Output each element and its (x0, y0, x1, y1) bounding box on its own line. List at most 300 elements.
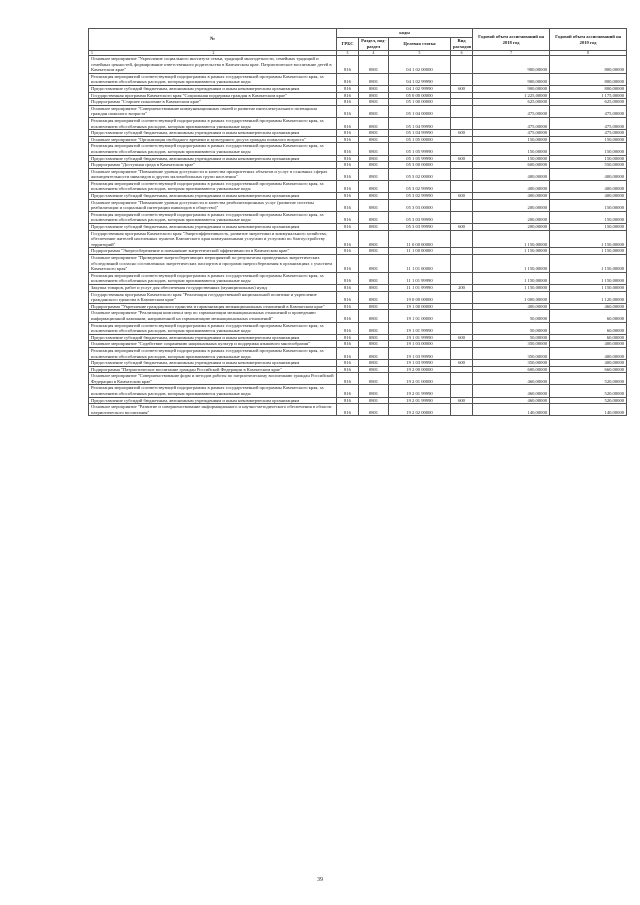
row-vr (451, 99, 473, 106)
row-grbs: 816 (337, 73, 359, 85)
row-csr: 05 3 02 00000 (389, 168, 451, 180)
row-csr: 05 1 05 99990 (389, 155, 451, 162)
row-csr: 05 3 02 99990 (389, 180, 451, 192)
row-csr: 19 1 01 99990 (389, 334, 451, 341)
row-amount-2018: 1 000,00000 (473, 291, 550, 303)
header-year-2019: Годовой объем ассигнований на 2019 год (550, 29, 627, 51)
row-grbs: 816 (337, 162, 359, 169)
row-razdel: 0801 (359, 92, 389, 99)
row-amount-2018: 900,00000 (473, 56, 550, 74)
table-row (89, 193, 627, 200)
row-grbs: 816 (337, 136, 359, 143)
table-row (89, 92, 627, 99)
row-vr: 600 (451, 130, 473, 137)
row-name: Предоставление субсидий бюджетным, автономным учреждениям и иным некоммерческим организациям (89, 193, 337, 200)
row-vr (451, 211, 473, 223)
table-row (89, 56, 627, 74)
row-vr: 600 (451, 155, 473, 162)
row-csr: 05 3 00 00000 (389, 162, 451, 169)
table-row (89, 347, 627, 359)
row-grbs: 816 (337, 404, 359, 416)
table-row (89, 224, 627, 231)
row-csr: 05 1 00 00000 (389, 99, 451, 106)
row-vr (451, 291, 473, 303)
row-amount-2019: 1 175,00000 (550, 92, 627, 99)
row-csr: 19 1 03 99990 (389, 360, 451, 367)
row-razdel: 0801 (359, 143, 389, 155)
row-razdel: 0801 (359, 272, 389, 284)
row-vr (451, 180, 473, 192)
column-number-cell: 5 (389, 51, 451, 56)
row-amount-2018: 200,00000 (473, 211, 550, 223)
row-razdel: 0801 (359, 117, 389, 129)
row-amount-2018: 1 150,00000 (473, 255, 550, 273)
document-page (88, 28, 626, 416)
row-amount-2019: 140,00000 (550, 404, 627, 416)
row-amount-2018: 475,00000 (473, 130, 550, 137)
row-vr (451, 168, 473, 180)
row-name: Основное мероприятие "Развитие и совершенствование информационного и научно-методического обеспечения в области патриотического воспитания" (89, 404, 337, 416)
row-name: Подпрограмма "Укрепление гражданского единства и гармонизация межнациональных отношений в Камчатском крае" (89, 303, 337, 310)
row-name: Реализация мероприятий соответствующей подпрограммы в рамках государственной программы Камчатского края, за исключением обособленных расходов, которым присваиваются уникальные коды (89, 347, 337, 359)
row-grbs: 816 (337, 105, 359, 117)
row-grbs: 816 (337, 373, 359, 385)
row-amount-2019: 520,00000 (550, 397, 627, 404)
table-row (89, 99, 627, 106)
row-name: Основное мероприятие "Проведение энергосберегающих мероприятий по результатам проведенных энергетических обследований согласно составленных энергетических паспортов и программ энергосбережения в организациях с участием Камчатского края" (89, 255, 337, 273)
row-amount-2019: 150,00000 (550, 136, 627, 143)
row-csr: 19 1 00 00000 (389, 303, 451, 310)
table-row (89, 404, 627, 416)
row-name: Предоставление субсидий бюджетным, автономным учреждениям и иным некоммерческим организациям (89, 360, 337, 367)
row-amount-2018: 150,00000 (473, 155, 550, 162)
row-vr (451, 136, 473, 143)
row-name: Реализация мероприятий соответствующей подпрограммы в рамках государственной программы Камчатского края, за исключением обособленных расходов, которым присваиваются уникальные коды (89, 117, 337, 129)
row-name: Основное мероприятие "Содействие сохранению национальных культур и поддержка языкового многообразия" (89, 341, 337, 348)
row-vr (451, 373, 473, 385)
row-amount-2018: 350,00000 (473, 341, 550, 348)
row-amount-2019: 800,00000 (550, 56, 627, 74)
row-csr: 19 1 01 00000 (389, 310, 451, 322)
row-name: Подпрограмма "Старшее поколение в Камчатском крае" (89, 99, 337, 106)
row-vr: 600 (451, 85, 473, 92)
row-vr (451, 303, 473, 310)
row-csr: 11 1 01 99990 (389, 284, 451, 291)
table-row (89, 366, 627, 373)
row-razdel: 0801 (359, 310, 389, 322)
header-vr: Вид расходов (451, 38, 473, 51)
row-vr (451, 404, 473, 416)
row-vr (451, 248, 473, 255)
row-amount-2019: 1 150,00000 (550, 230, 627, 248)
row-amount-2019: 60,00000 (550, 334, 627, 341)
column-number-cell: 4 (359, 51, 389, 56)
row-grbs: 816 (337, 117, 359, 129)
table-row (89, 211, 627, 223)
row-razdel: 0801 (359, 347, 389, 359)
row-amount-2019: 520,00000 (550, 373, 627, 385)
row-amount-2018: 200,00000 (473, 199, 550, 211)
column-number-cell: 7 (473, 51, 550, 56)
table-row (89, 385, 627, 397)
row-name: Реализация мероприятий соответствующей подпрограммы в рамках государственной программы Камчатского края, за исключением обособленных расходов, которым присваиваются уникальные коды (89, 385, 337, 397)
table-row (89, 322, 627, 334)
row-grbs: 816 (337, 155, 359, 162)
row-amount-2019: 660,00000 (550, 366, 627, 373)
row-csr: 19 2 02 00000 (389, 404, 451, 416)
table-row (89, 85, 627, 92)
row-name: Предоставление субсидий бюджетным, автономным учреждениям и иным некоммерческим организациям (89, 155, 337, 162)
table-row (89, 162, 627, 169)
row-grbs: 816 (337, 310, 359, 322)
row-csr: 19 1 03 99990 (389, 347, 451, 359)
row-grbs: 816 (337, 322, 359, 334)
row-name: Основное мероприятие "Совершенствование форм и методов работы по патриотическому воспитанию граждан Российской Федерации в Камчатском крае" (89, 373, 337, 385)
table-row (89, 199, 627, 211)
row-grbs: 816 (337, 199, 359, 211)
header-year-2018: Годовой объем ассигнований на 2018 год (473, 29, 550, 51)
row-razdel: 0801 (359, 360, 389, 367)
row-name: Реализация мероприятий соответствующей подпрограммы в рамках государственной программы Камчатского края, за исключением обособленных расходов, которым присваиваются уникальные коды (89, 211, 337, 223)
row-vr: 600 (451, 334, 473, 341)
row-razdel: 0801 (359, 373, 389, 385)
row-amount-2019: 475,00000 (550, 105, 627, 117)
row-grbs: 816 (337, 56, 359, 74)
row-csr: 19 1 01 99990 (389, 322, 451, 334)
row-grbs: 816 (337, 85, 359, 92)
row-amount-2018: 350,00000 (473, 347, 550, 359)
row-amount-2018: 1 150,00000 (473, 272, 550, 284)
row-razdel: 0801 (359, 255, 389, 273)
row-razdel: 0801 (359, 230, 389, 248)
row-csr: 19 2 01 99990 (389, 397, 451, 404)
row-csr: 11 1 01 00000 (389, 255, 451, 273)
row-vr (451, 322, 473, 334)
row-name: Основное мероприятие "Повышение уровня доступности и качества реабилитационных услуг (развитие системы реабилитации и социальной интеграции инвалидов в общество)" (89, 199, 337, 211)
row-amount-2019: 475,00000 (550, 117, 627, 129)
row-amount-2018: 400,00000 (473, 180, 550, 192)
row-amount-2019: 400,00000 (550, 168, 627, 180)
row-razdel: 0801 (359, 284, 389, 291)
row-amount-2018: 400,00000 (473, 193, 550, 200)
row-vr (451, 272, 473, 284)
row-name: Подпрограмма "Патриотическое воспитание граждан Российской Федерации в Камчатском крае" (89, 366, 337, 373)
row-razdel: 0801 (359, 56, 389, 74)
row-grbs: 816 (337, 360, 359, 367)
row-amount-2019: 400,00000 (550, 347, 627, 359)
row-amount-2019: 475,00000 (550, 130, 627, 137)
row-razdel: 0801 (359, 130, 389, 137)
row-grbs: 816 (337, 143, 359, 155)
table-row (89, 143, 627, 155)
row-name: Основное мероприятие "Укрепление социального института семьи, традиций многодетности, семейных традиций и семейных ценностей, формирование ответственного родительства в Камчатском крае. Патриотическое воспитание детей в Камчатском крае" (89, 56, 337, 74)
row-vr (451, 385, 473, 397)
row-amount-2018: 600,00000 (473, 366, 550, 373)
row-name: Закупка товаров, работ и услуг для обеспечения государственных (муниципальных) нужд (89, 284, 337, 291)
row-razdel: 0801 (359, 73, 389, 85)
table-row (89, 73, 627, 85)
row-vr (451, 56, 473, 74)
row-vr (451, 341, 473, 348)
row-razdel: 0801 (359, 211, 389, 223)
row-amount-2019: 1 150,00000 (550, 255, 627, 273)
row-vr (451, 105, 473, 117)
row-name: Предоставление субсидий бюджетным, автономным учреждениям и иным некоммерческим организациям (89, 224, 337, 231)
column-number-cell: 8 (550, 51, 627, 56)
row-amount-2019: 150,00000 (550, 211, 627, 223)
table-row (89, 155, 627, 162)
row-vr (451, 310, 473, 322)
row-name: Основное мероприятие "Реализация комплекса мер по гармонизации межнациональных отношений и проведению информационной кампании, направленной на гармонизацию межнациональных отношений" (89, 310, 337, 322)
row-name: Предоставление субсидий бюджетным, автономным учреждениям и иным некоммерческим организациям (89, 334, 337, 341)
table-row (89, 105, 627, 117)
row-amount-2019: 400,00000 (550, 341, 627, 348)
row-name: Предоставление субсидий бюджетным, автономным учреждениям и иным некоммерческим организациям (89, 397, 337, 404)
row-razdel: 0801 (359, 248, 389, 255)
row-razdel: 0801 (359, 322, 389, 334)
row-grbs: 816 (337, 180, 359, 192)
row-amount-2018: 475,00000 (473, 117, 550, 129)
row-amount-2018: 900,00000 (473, 85, 550, 92)
row-amount-2019: 1 150,00000 (550, 272, 627, 284)
row-amount-2019: 520,00000 (550, 385, 627, 397)
row-amount-2019: 60,00000 (550, 310, 627, 322)
row-razdel: 0801 (359, 136, 389, 143)
row-csr: 19 2 00 00000 (389, 366, 451, 373)
row-razdel: 0801 (359, 155, 389, 162)
row-razdel: 0801 (359, 366, 389, 373)
row-grbs: 816 (337, 193, 359, 200)
row-csr: 19 2 01 99990 (389, 385, 451, 397)
table-row (89, 373, 627, 385)
row-csr: 05 1 04 99990 (389, 130, 451, 137)
row-grbs: 816 (337, 291, 359, 303)
table-row (89, 272, 627, 284)
row-vr: 600 (451, 360, 473, 367)
header-codes: коды (337, 29, 473, 38)
row-amount-2018: 460,00000 (473, 397, 550, 404)
row-amount-2019: 1 120,00000 (550, 291, 627, 303)
row-razdel: 0801 (359, 85, 389, 92)
row-amount-2018: 1 150,00000 (473, 284, 550, 291)
row-razdel: 0801 (359, 303, 389, 310)
row-razdel: 0801 (359, 105, 389, 117)
row-vr (451, 347, 473, 359)
row-name: Государственная программа Камчатского края "Реализация государственной национальной политики и укрепление гражданского единства в Камчатском крае" (89, 291, 337, 303)
row-name: Основное мероприятие "Повышение уровня доступности и качества приоритетных объектов и услуг в основных сферах жизнедеятельности инвалидов и других маломобильных групп населения" (89, 168, 337, 180)
column-number-cell: 6 (451, 51, 473, 56)
table-row (89, 341, 627, 348)
row-amount-2018: 50,00000 (473, 322, 550, 334)
row-amount-2019: 150,00000 (550, 155, 627, 162)
row-name: Реализация мероприятий соответствующей подпрограммы в рамках государственной программы Камчатского края, за исключением обособленных расходов, которым присваиваются уникальные коды (89, 73, 337, 85)
column-number: 1 (91, 51, 93, 55)
row-vr (451, 117, 473, 129)
row-amount-2019: 400,00000 (550, 360, 627, 367)
column-number: 2 (212, 51, 215, 55)
row-name: Подпрограмма "Доступная среда в Камчатском крае" (89, 162, 337, 169)
row-razdel: 0801 (359, 385, 389, 397)
row-csr: 04 1 02 99990 (389, 73, 451, 85)
row-csr: 19 2 01 00000 (389, 373, 451, 385)
row-grbs: 816 (337, 168, 359, 180)
row-csr: 05 3 02 99990 (389, 193, 451, 200)
row-name: Государственная программа Камчатского края "Социальная поддержка граждан в Камчатском крае" (89, 92, 337, 99)
row-razdel: 0801 (359, 341, 389, 348)
row-amount-2018: 1 225,00000 (473, 92, 550, 99)
row-vr (451, 73, 473, 85)
row-name: Подпрограмма "Энергосбережение и повышение энергетической эффективности в Камчатском крае" (89, 248, 337, 255)
table-body (89, 56, 627, 416)
row-csr: 05 3 03 99990 (389, 211, 451, 223)
table-row (89, 180, 627, 192)
row-razdel: 0801 (359, 99, 389, 106)
row-csr: 11 0 00 00000 (389, 230, 451, 248)
row-razdel: 0801 (359, 397, 389, 404)
row-vr: 600 (451, 193, 473, 200)
row-vr (451, 366, 473, 373)
row-amount-2019: 550,00000 (550, 162, 627, 169)
row-name: Государственная программа Камчатского края "Энергоэффективность, развитие энергетики и коммунального хозяйства, обеспечение жителей населенных пунктов Камчатского края коммунальными услугами и услугами по благоустройству территорий" (89, 230, 337, 248)
row-razdel: 0801 (359, 193, 389, 200)
row-vr (451, 199, 473, 211)
row-amount-2018: 600,00000 (473, 162, 550, 169)
row-amount-2019: 60,00000 (550, 322, 627, 334)
row-razdel: 0801 (359, 291, 389, 303)
row-razdel: 0801 (359, 180, 389, 192)
row-razdel: 0801 (359, 334, 389, 341)
row-csr: 11 1 01 99990 (389, 272, 451, 284)
row-razdel: 0801 (359, 168, 389, 180)
row-amount-2018: 460,00000 (473, 385, 550, 397)
table-row (89, 248, 627, 255)
row-amount-2018: 1 150,00000 (473, 230, 550, 248)
row-csr: 05 1 04 00000 (389, 105, 451, 117)
header-csr: Целевая статья (389, 38, 451, 51)
row-vr (451, 255, 473, 273)
row-csr: 04 1 02 99990 (389, 85, 451, 92)
row-razdel: 0801 (359, 199, 389, 211)
row-amount-2018: 200,00000 (473, 224, 550, 231)
row-csr: 05 0 00 00000 (389, 92, 451, 99)
row-amount-2019: 150,00000 (550, 199, 627, 211)
row-amount-2019: 400,00000 (550, 193, 627, 200)
row-grbs: 816 (337, 284, 359, 291)
row-amount-2019: 1 150,00000 (550, 284, 627, 291)
row-csr: 05 3 03 99990 (389, 224, 451, 231)
row-csr: 19 0 00 00000 (389, 291, 451, 303)
row-grbs: 816 (337, 130, 359, 137)
row-amount-2018: 400,00000 (473, 303, 550, 310)
row-csr: 05 1 05 00000 (389, 136, 451, 143)
row-name: Реализация мероприятий соответствующей подпрограммы в рамках государственной программы Камчатского края, за исключением обособленных расходов, которым присваиваются уникальные коды (89, 180, 337, 192)
row-grbs: 816 (337, 224, 359, 231)
row-grbs: 816 (337, 385, 359, 397)
row-vr: 600 (451, 224, 473, 231)
row-name: Предоставление субсидий бюджетным, автономным учреждениям и иным некоммерческим организациям (89, 85, 337, 92)
header-razdel: Раздел, под-раздел (359, 38, 389, 51)
row-amount-2019: 150,00000 (550, 143, 627, 155)
table-row (89, 136, 627, 143)
row-name: Реализация мероприятий соответствующей подпрограммы в рамках государственной программы Камчатского края, за исключением обособленных расходов, которым присваиваются уникальные коды (89, 143, 337, 155)
row-csr: 11 1 00 00000 (389, 248, 451, 255)
table-row (89, 334, 627, 341)
row-name: Реализация мероприятий соответствующей подпрограммы в рамках государственной программы Камчатского края, за исключением обособленных расходов, которым присваиваются уникальные коды (89, 272, 337, 284)
table-row (89, 130, 627, 137)
row-grbs: 816 (337, 248, 359, 255)
row-amount-2019: 460,00000 (550, 303, 627, 310)
row-grbs: 816 (337, 341, 359, 348)
row-amount-2018: 140,00000 (473, 404, 550, 416)
row-grbs: 816 (337, 99, 359, 106)
row-grbs: 816 (337, 230, 359, 248)
row-name: Предоставление субсидий бюджетным, автономным учреждениям и иным некоммерческим организациям (89, 130, 337, 137)
row-vr (451, 92, 473, 99)
row-amount-2018: 460,00000 (473, 373, 550, 385)
row-name: Основное мероприятие "Организация свободного времени и культурного досуга граждан пожилого возраста" (89, 136, 337, 143)
row-name: Реализация мероприятий соответствующей подпрограммы в рамках государственной программы Камчатского края, за исключением обособленных расходов, которым присваиваются уникальные коды (89, 322, 337, 334)
row-grbs: 816 (337, 347, 359, 359)
row-amount-2018: 400,00000 (473, 168, 550, 180)
table-row (89, 117, 627, 129)
row-amount-2018: 350,00000 (473, 360, 550, 367)
row-amount-2019: 800,00000 (550, 73, 627, 85)
row-amount-2018: 900,00000 (473, 73, 550, 85)
row-amount-2019: 800,00000 (550, 85, 627, 92)
row-csr: 04 1 02 00000 (389, 56, 451, 74)
row-amount-2018: 50,00000 (473, 310, 550, 322)
table-row (89, 284, 627, 291)
row-vr: 600 (451, 397, 473, 404)
table-row (89, 397, 627, 404)
row-grbs: 816 (337, 366, 359, 373)
row-grbs: 816 (337, 211, 359, 223)
table-row (89, 255, 627, 273)
header-number: № (89, 29, 337, 51)
table-row (89, 291, 627, 303)
row-csr: 05 1 05 99990 (389, 143, 451, 155)
row-grbs: 816 (337, 272, 359, 284)
row-amount-2018: 150,00000 (473, 143, 550, 155)
row-amount-2018: 50,00000 (473, 334, 550, 341)
row-amount-2018: 150,00000 (473, 136, 550, 143)
table-row (89, 303, 627, 310)
table-row (89, 168, 627, 180)
table-row (89, 310, 627, 322)
row-amount-2018: 1 150,00000 (473, 248, 550, 255)
row-amount-2018: 625,00000 (473, 99, 550, 106)
row-amount-2019: 150,00000 (550, 224, 627, 231)
budget-table (88, 28, 627, 416)
row-csr: 05 3 03 00000 (389, 199, 451, 211)
row-vr (451, 162, 473, 169)
row-vr (451, 143, 473, 155)
row-vr (451, 230, 473, 248)
row-vr: 200 (451, 284, 473, 291)
row-amount-2019: 625,00000 (550, 99, 627, 106)
table-row (89, 230, 627, 248)
table-row (89, 360, 627, 367)
row-razdel: 0801 (359, 404, 389, 416)
row-grbs: 816 (337, 334, 359, 341)
row-grbs: 816 (337, 303, 359, 310)
row-amount-2019: 1 150,00000 (550, 248, 627, 255)
column-number-cell: 3 (337, 51, 359, 56)
row-csr: 05 1 04 99990 (389, 117, 451, 129)
row-amount-2018: 475,00000 (473, 105, 550, 117)
row-name: Основное мероприятие "Совершенствование коммуникационных связей и развитие интеллектуального потенциала граждан пожилого возраста" (89, 105, 337, 117)
row-grbs: 816 (337, 92, 359, 99)
